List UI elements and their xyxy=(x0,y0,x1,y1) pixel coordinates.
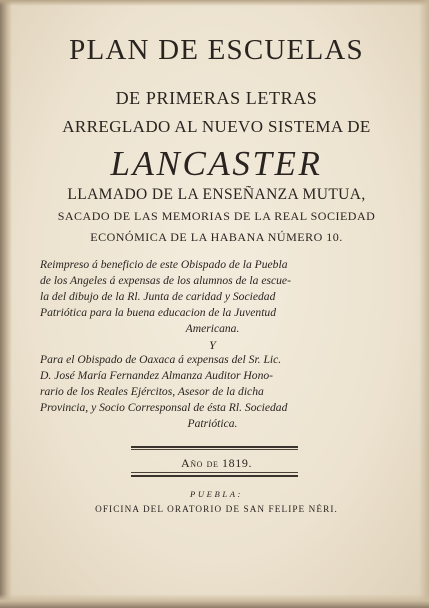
reprint-line-3: la del dibujo de la Rl. Junta de caridad y Sociedad xyxy=(40,290,276,303)
year-line: Año de 1819. xyxy=(180,456,253,470)
subtitle-line-1: LLAMADO DE LA ENSEÑANZA MUTUA, xyxy=(67,186,366,203)
imprint-printer: OFICINA DEL ORATORIO DE SAN FELIPE NÉRI. xyxy=(95,504,338,514)
patron-line-2: D. José María Fernandez Almanza Auditor Hono- xyxy=(40,369,274,382)
page-edge-right xyxy=(419,0,429,608)
reprint-line-2: de los Angeles á expensas de los alumnos de la escue- xyxy=(40,274,291,287)
title-line-3: ARREGLADO AL NUEVO SISTEMA DE xyxy=(62,117,371,136)
subtitle-line-2: SACADO DE LAS MEMORIAS DE LA REAL SOCIEDAD xyxy=(57,209,376,223)
patron-line-3: rario de los Reales Ejércitos, Asesor de la dicha xyxy=(40,385,264,398)
imprint-city: PUEBLA: xyxy=(189,489,244,499)
separator-y: Y xyxy=(209,338,216,352)
reprint-line-5: Americana. xyxy=(185,322,240,335)
rule-bottom-thin xyxy=(131,472,298,473)
subtitle-line-3: ECONÓMICA DE LA HABANA NÚMERO 10. xyxy=(90,230,343,244)
patron-line-5: Patriótica. xyxy=(187,417,238,430)
title-line-1: PLAN DE ESCUELAS xyxy=(69,34,364,66)
reprint-line-1: Reimpreso á beneficio de este Obispado de la Puebla xyxy=(40,258,288,271)
page-edge-left xyxy=(0,0,12,608)
rule-bottom xyxy=(131,475,298,477)
patron-line-4: Provincia, y Socio Corresponsal de ésta Rl. Sociedad xyxy=(40,401,288,414)
reprint-line-4: Patriótica para la buena educacion de la Juventud xyxy=(40,306,277,319)
rule-top-thin xyxy=(131,449,298,450)
title-lancaster: LANCASTER xyxy=(110,144,323,183)
rule-top xyxy=(131,446,298,448)
title-line-2: DE PRIMERAS LETRAS xyxy=(115,88,318,108)
page-edge-bottom xyxy=(0,594,429,608)
patron-line-1: Para el Obispado de Oaxaca á expensas del Sr. Lic. xyxy=(40,353,282,366)
page-edge-top xyxy=(0,0,429,6)
